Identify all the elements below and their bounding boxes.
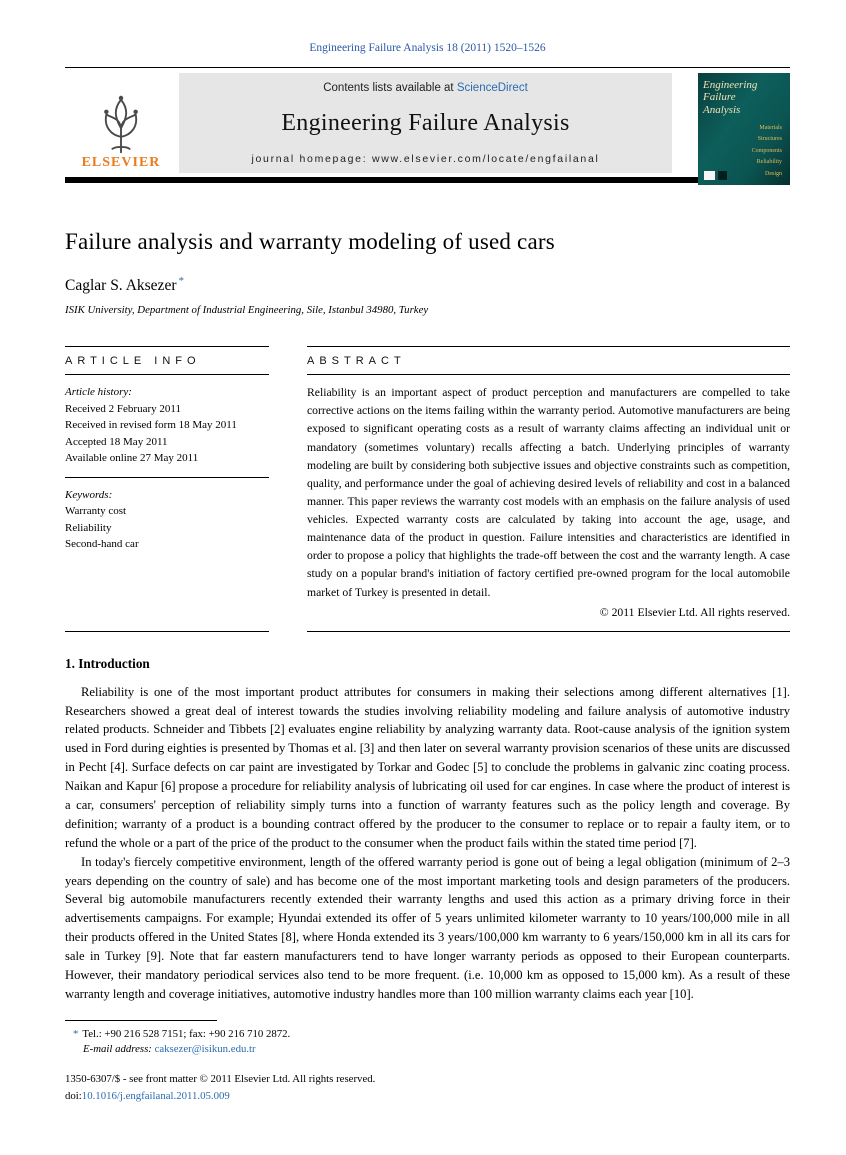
keyword-item: Warranty cost — [65, 505, 127, 518]
contents-prefix: Contents lists available at — [323, 82, 457, 94]
header-top-divider — [65, 67, 790, 68]
abstract-heading: ABSTRACT — [307, 347, 790, 375]
copyright-line: © 2011 Elsevier Ltd. All rights reserved. — [599, 605, 790, 619]
cover-title-line: Analysis — [703, 103, 741, 116]
keywords-label: Keywords: — [65, 488, 113, 501]
article-title: Failure analysis and warranty modeling of used cars — [65, 229, 555, 254]
footnote-block — [65, 1020, 790, 1058]
cover-topic: Materials — [759, 124, 782, 131]
cover-title-line: Engineering — [703, 79, 758, 91]
article-history-label: Article history: — [65, 386, 132, 399]
elsevier-logo[interactable] — [65, 73, 177, 173]
email-link[interactable]: caksezer@isikun.edu.tr — [154, 1043, 256, 1056]
cover-topic: Structures — [757, 136, 782, 143]
cover-topic: Components — [751, 147, 782, 154]
footnote-tel: Tel.: +90 216 528 7151; fax: +90 216 710 2872. — [82, 1027, 291, 1040]
abstract-text: Reliability is an important aspect of product perception and manufacturers are compelled to take corrective actions on the items failing within the warranty period. Automotive manufacturers are being exposed to significant operating costs as a result of warranty claims affecting an individual unit or mandatory (sometimes voluntary) recalls affecting a batch. Underlying principles of warranty modeling are built by considering both subjective issues and objective constraints such as competition, quality, and performance under the goal of achieving desired levels of reliability and cost in a balanced manner. This paper reviews the warranty cost models with an emphasis on the failure analysis of used vehicles. Expected warranty costs are calculated by taking into account the age, usage, and maintenance data of the product in question. Failure intensities and characteristics are identified in order to propose a policy that highlights the trade-off between the cost and the warranty length. A case study on a popular brand's initiation of factory certified pre-owned program for the local automobile market of Turkey is presented in detail. — [307, 386, 790, 599]
cover-publisher-box — [704, 171, 715, 180]
journal-cover-thumbnail[interactable] — [698, 73, 790, 185]
footnote-star[interactable]: * — [73, 1027, 79, 1040]
doi-label: doi: — [65, 1089, 82, 1102]
intro-paragraph: Reliability is one of the most important product attributes for consumers in making their selections among different alternatives [1]. Researchers showed a great deal of interest towards the studies involving reliability modeling and failure analysis of automotive industry related products. Schneider and Tibbets [2] evaluates engine reliability by analyzing warranty data. Root-cause analysis of the ignition system used in Ford during eighties is presented by Thomas et al. [3] and then later on several warranty provision scenarios of these units are discussed in Pecht [4]. Surface defects on car paint are investigated by Torkar and Godec [5] to conclude the problems in galvanic zinc coating process. Naikan and Kapur [6] propose a procedure for reliability analysis of lubricating oil used for car engines. In case where the product of interest is a car, consumers' perception of reliability simply turns into a function of warranty features such as the policy length and coverage. By definition; warranty of a product is a bounding contract offered by the producer to the consumer to replace or to repair a faulty item, or to refund the whole or a part of the price of the product to the consumer when the product fails within the stated time period [7]. — [65, 684, 790, 850]
corresponding-author-mark[interactable]: * — [178, 275, 184, 287]
footnote-email-line — [65, 1042, 790, 1058]
footnote-divider — [65, 1020, 217, 1021]
elsevier-tree-icon — [92, 92, 150, 154]
email-label: E-mail address: — [83, 1043, 152, 1056]
history-item: Accepted 18 May 2011 — [65, 435, 168, 448]
cover-topic: Reliability — [756, 159, 782, 166]
article-info-column — [65, 346, 269, 632]
issn-line: 1350-6307/$ - see front matter © 2011 Elsevier Ltd. All rights reserved. — [65, 1073, 376, 1086]
article-history-block — [65, 375, 269, 478]
author-line — [65, 275, 790, 295]
abstract-column — [307, 346, 790, 632]
cover-title-line: Failure — [703, 91, 736, 104]
cover-topics-list — [703, 123, 785, 180]
keyword-item: Second-hand car — [65, 538, 139, 551]
article-info-heading: ARTICLE INFO — [65, 347, 269, 375]
sciencedirect-link[interactable]: ScienceDirect — [456, 82, 528, 94]
doi-line — [65, 1088, 790, 1105]
footnote-tel-line — [65, 1027, 790, 1043]
journal-header — [65, 67, 790, 183]
keyword-item: Reliability — [65, 521, 112, 534]
journal-title: Engineering Failure Analysis — [281, 110, 570, 136]
cover-accent-box — [718, 171, 727, 180]
intro-paragraph: In today's fiercely competitive environment, length of the offered warranty period is gone out of being a legal obligation (minimum of 2–3 years depending on the country of sale) and has become one of the most important marketing tools and design parameters of the producers. Several big automobile manufacturers recently extended their warranty lengths and used this action as a primary driving force in their advertisements campaigns. For example; Hyundai extended its offer of 5 years unlimited kilometer warranty to 10 years/100,000 mile in all their products offered in the United States [8], where Honda extended its 3 years/100,000 km warranty to 6 years/150,000 km in all its cars for sale in Turkey [9]. Note that far eastern manufacturers tend to have longer warranty periods as opposed to their European counterparts. However, their mandatory periodical services also tend to be more frequent. (i.e. 10,000 km as opposed to 15,000 km). As a result of these warranty length and coverage initiatives, automotive industry handles more than 100 million warranty claims each year [10]. — [65, 854, 790, 1001]
history-item: Available online 27 May 2011 — [65, 452, 199, 465]
author-name: Caglar S. Aksezer — [65, 277, 177, 295]
meta-section — [65, 346, 790, 632]
cover-topic: Design — [765, 170, 782, 177]
elsevier-wordmark: ELSEVIER — [81, 155, 161, 170]
history-item: Received in revised form 18 May 2011 — [65, 419, 237, 432]
keywords-block — [65, 478, 269, 563]
affiliation: ISIK University, Department of Industrial Engineering, Sile, Istanbul 34980, Turkey — [65, 304, 429, 317]
header-bottom-divider — [65, 177, 790, 183]
doi-link[interactable]: 10.1016/j.engfailanal.2011.05.009 — [81, 1089, 230, 1102]
introduction-heading: 1. Introduction — [65, 655, 150, 671]
journal-homepage-link[interactable]: journal homepage: www.elsevier.com/locate/engfailanal — [251, 153, 600, 165]
journal-reference-line[interactable]: Engineering Failure Analysis 18 (2011) 1520–1526 — [309, 42, 546, 54]
journal-banner — [179, 73, 672, 173]
history-item: Received 2 February 2011 — [65, 402, 181, 415]
imprint-block — [65, 1071, 790, 1104]
contents-line — [185, 82, 666, 94]
